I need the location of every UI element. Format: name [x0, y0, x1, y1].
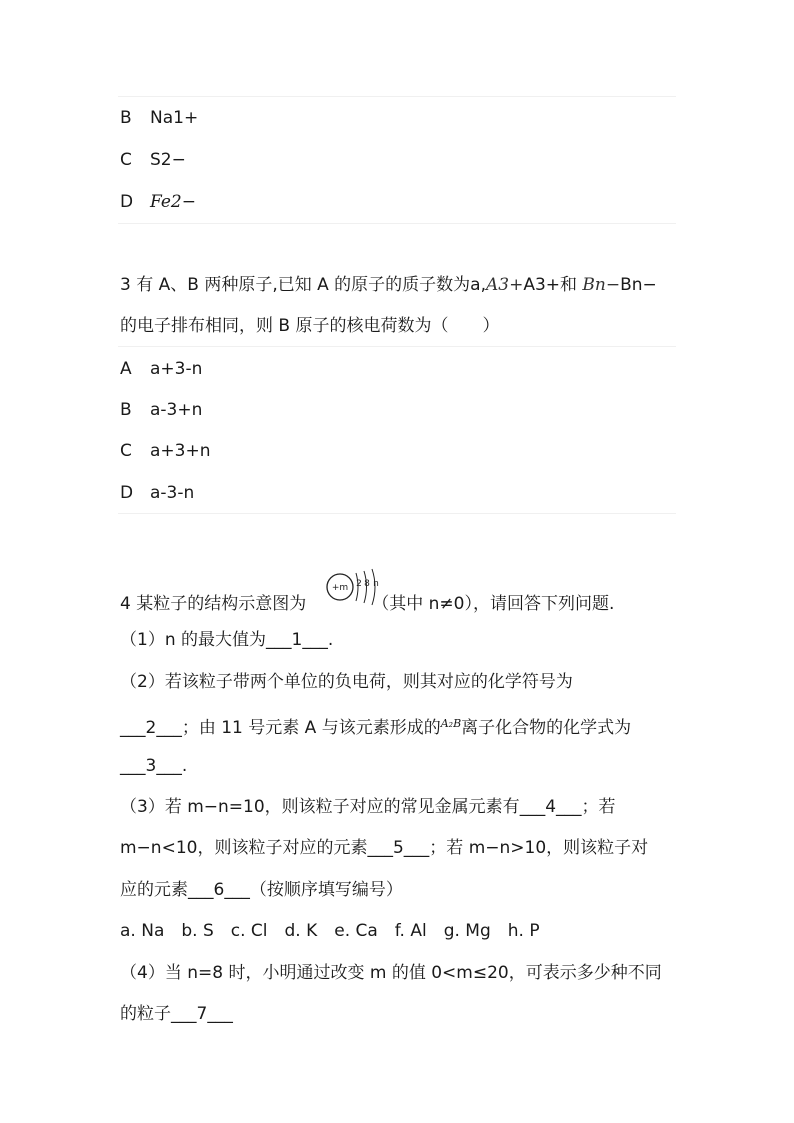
atom-structure-diagram — [324, 565, 384, 609]
q4-part3-text: （按顺序填写编号） — [249, 880, 403, 900]
q3-stem-text: 3 有 A、B 两种原子,已知 A 的原子的质子数为a, — [120, 275, 486, 295]
q4-part2-line2 — [120, 712, 631, 740]
q4-part3-line2 — [120, 836, 648, 860]
q4-part4-line2 — [120, 1002, 233, 1026]
nucleus-charge: +m — [331, 583, 349, 593]
q2-options-box — [118, 96, 676, 224]
q2-option-b[interactable] — [120, 106, 198, 130]
q4-formula-a2b: A₂B — [440, 717, 462, 730]
option-letter: B — [120, 108, 132, 128]
q4-part1 — [120, 628, 333, 652]
q3-stem-text: A3+和 — [523, 275, 583, 295]
q4-part3-text: ；若 m−n>10，则该粒子对 — [429, 838, 649, 858]
q4-intro-text: （其中 n≠0），请回答下列问题. — [372, 594, 615, 614]
answer-blank-6[interactable]: ___6___ — [188, 880, 250, 900]
q2-option-d[interactable] — [120, 190, 196, 214]
option-letter: D — [120, 192, 134, 212]
q4-part3-line3 — [120, 878, 403, 902]
option-letter: A — [120, 359, 132, 379]
option-text: a+3-n — [150, 359, 203, 379]
option-text: a+3+n — [150, 441, 211, 461]
q3-option-d[interactable] — [120, 481, 194, 505]
option-text: a-3-n — [150, 483, 195, 503]
option-text: a-3+n — [150, 400, 203, 420]
answer-blank-3[interactable]: ___3___ — [120, 756, 182, 776]
q4-part4-line1: （4）当 n=8 时，小明通过改变 m 的值 0<m≤20，可表示多少种不同 — [120, 963, 662, 983]
option-text: S2− — [150, 150, 186, 170]
shell-2-electrons: 8 — [364, 579, 370, 589]
q3-stem-text: Bn− — [620, 275, 657, 295]
q4-part2-text: ；由 11 号元素 A 与该元素形成的 — [181, 718, 441, 738]
q4-part1-end: . — [327, 630, 334, 650]
shell-1-electrons: 2 — [356, 579, 362, 589]
shell-3-electrons: n — [373, 579, 379, 589]
q3-math-a-ion: A3+ — [485, 275, 524, 295]
q2-option-c[interactable] — [120, 148, 186, 172]
q4-part4-text: 的粒子 — [120, 1004, 171, 1024]
option-letter: C — [120, 150, 132, 170]
q4-part1-text: （1）n 的最大值为 — [120, 630, 266, 650]
q4-part3-text: （3）若 m−n=10，则该粒子对应的常见金属元素有 — [120, 797, 520, 817]
q4-intro-text: 4 某粒子的结构示意图为 — [120, 594, 307, 614]
q4-part3-text: ；若 — [581, 797, 616, 817]
q3-stem-line1 — [120, 273, 657, 297]
q3-option-b[interactable] — [120, 398, 202, 422]
q4-element-choices: a. Na b. S c. Cl d. K e. Ca f. Al g. Mg h. P — [120, 921, 540, 941]
option-text: Fe2− — [150, 192, 196, 212]
option-letter: D — [120, 483, 134, 503]
q4-part3-text: m−n<10，则该粒子对应的元素 — [120, 838, 368, 858]
q3-option-a[interactable] — [120, 357, 202, 381]
option-text: Na1+ — [150, 108, 199, 128]
q4-part2-line3 — [120, 754, 187, 778]
option-letter: B — [120, 400, 132, 420]
option-letter: C — [120, 441, 132, 461]
answer-blank-7[interactable]: ___7___ — [171, 1004, 233, 1024]
answer-blank-1[interactable]: ___1___ — [266, 630, 328, 650]
q4-part3-line1 — [120, 795, 616, 819]
q4-part3-text: 应的元素 — [120, 880, 188, 900]
q4-part2-end: . — [181, 756, 188, 776]
q3-option-c[interactable] — [120, 439, 211, 463]
q4-part2-line1: （2）若该粒子带两个单位的负电荷，则其对应的化学符号为 — [120, 672, 573, 692]
answer-blank-5[interactable]: ___5___ — [367, 838, 430, 858]
q3-math-b-ion: Bn− — [582, 275, 621, 295]
q3-stem-line2: 的电子排布相同，则 B 原子的核电荷数为（ ） — [120, 316, 500, 336]
q4-part2-text: 离子化合物的化学式为 — [461, 718, 632, 738]
answer-blank-2[interactable]: ___2___ — [120, 718, 182, 738]
answer-blank-4[interactable]: ___4___ — [519, 797, 582, 817]
